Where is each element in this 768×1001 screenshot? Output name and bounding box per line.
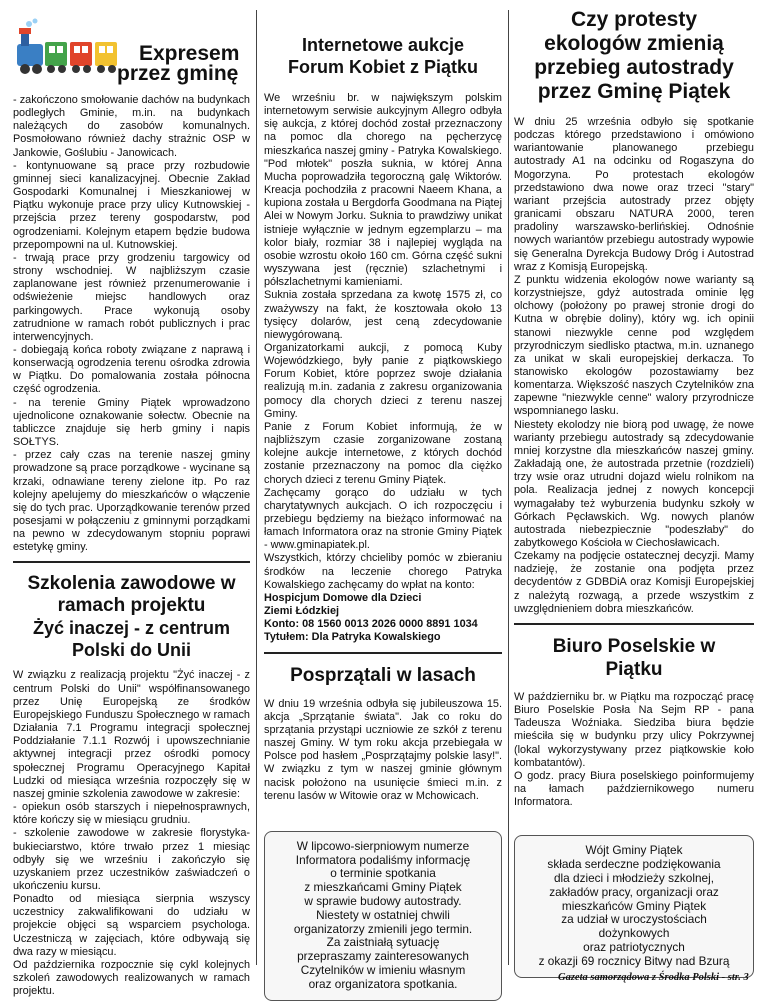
- train-illustration: [15, 18, 123, 80]
- paragraph: - dobiegają końca roboty związane z naprawą i konserwacją ogrodzenia terenu ośrodka zdrowia w Piątku. Do pomalowania została północna część ogrodzenia.: [13, 343, 250, 396]
- paragraph: - opiekun osób starszych i niepełnosprawnych, które kończy się w miesiącu grudniu.: [13, 801, 250, 827]
- masthead-title-line2: przez gminę: [117, 62, 239, 85]
- paragraph: Od października rozpocznie się cykl kolejnych szkoleń zawodowych realizowanych w ramach projektu.: [13, 958, 250, 998]
- column-divider: [508, 10, 509, 965]
- section-divider: [264, 652, 502, 654]
- article-motorway: [514, 116, 754, 616]
- column-1: [13, 8, 250, 998]
- paragraph: - na terenie Gminy Piątek wprowadzono ujednolicone oznakowanie sołectw. Obecnie na tabliczce znajduje się herb gminy i napis SOŁTYS.: [13, 396, 250, 449]
- notice-line: Niestety w ostatniej chwili: [316, 907, 450, 922]
- paragraph: W związku z realizacją projektu "Żyć inaczej - z centrum Polski do Unii" współfinansowanego przez Unię Europejską ze środków Europejskiego Funduszu Społecznego w ramach Działania 7.1 Programu integracji społecznej Poddziałanie 7.1.1 Rozwój i upowszechnianie aktywnej integracji przez ośrodki pomocy społecznej Programu Operacyjnego Kapitał Ludzki od miesiąca września rozpoczęły się w naszej gminie szkolenia zawodowe w zakresie:: [13, 669, 250, 800]
- article-cleanup: [264, 698, 502, 803]
- paragraph: - zakończono smołowanie dachów na budynkach podległych Gminie, m.in. na budynkach należących do zasobów komunalnych. Posmołowano również dachy strażnic OSP w Jankowie, Goślubiu - Janowicach.: [13, 94, 250, 159]
- notice-line: W lipcowo-sierpniowym numerze: [296, 838, 470, 853]
- notice-line: w sprawie budowy autostrady.: [304, 894, 462, 908]
- thanks-line: oraz patriotycznych: [583, 939, 685, 954]
- paragraph: - kontynuowane są prace przy rozbudowie gminnej sieci kanalizacyjnej. Obecnie Zakład Gospodarki Komunalnej i Mieszkaniowej w Piątku wykonuje prace przy ulicy Kutnowskiej - przejścia przez tereny gospodarstw, pod ogrodzeniami. Kolejnym etapem będzie budowa przepompowni na ul. Kutnowskiej.: [13, 159, 250, 251]
- thanks-line: dożynkowych: [598, 926, 670, 941]
- bank-account-line: Konto: 08 1560 0013 2026 0000 8891 1034: [264, 618, 478, 631]
- paragraph: Niestety ekolodzy nie biorą pod uwagę, że nowe warianty przebiegu autostrady są zdecydowanie mniej korzystne dla mieszkańców naszej gminy. Zakładają one, że autostrada przetnie (rozdzieli) trzy wsie oraz utrudni dojazd wielu rolnikom na pola. Realizacja jednej z nowych koncepcji wymagałaby też wyburzenia budynku szkoły w Górkach Pęcławskich. Wg. nowych planów autostrada niebezpiecznie "podeszłaby" do zabytkowego Kościoła w Ciechosławicach.: [514, 418, 754, 549]
- thanks-line: Wójt Gminy Piątek: [585, 843, 683, 858]
- notice-line: organizatorzy zmienili jego termin.: [293, 921, 473, 936]
- thanks-line: dla dzieci i młodzieży szkolnej,: [554, 870, 714, 885]
- heading-cleanup: Posprzątali w lasach: [290, 664, 476, 686]
- thanks-line: składa serdeczne podziękowania: [547, 857, 721, 872]
- notice-line: Informatora podaliśmy informację: [295, 852, 471, 867]
- notice-box: [264, 831, 502, 1001]
- thanks-line: za udział w uroczystościach: [561, 912, 707, 927]
- heading-office: Biuro Poselskie w Piątku: [552, 635, 716, 680]
- column-3: [514, 8, 754, 978]
- article-training: [13, 669, 250, 998]
- bank-account-line: Hospicjum Domowe dla Dzieci: [264, 591, 422, 604]
- notice-line: Za zaistniałą sytuację: [326, 935, 440, 950]
- heading-motorway: Czy protesty ekologów zmienią przebieg autostrady przez Gminę Piątek: [534, 8, 734, 103]
- paragraph: W dniu 25 września odbyło się spotkanie podczas którego przedstawiono i omówiono wariantowanie planowanego przebiegu autostrady A1 na odcinku od Rogaszyna do Mogorzyna. Po protestach ekologów przedstawiono dwa nowe oraz trzeci "stary" wariant przejścia autostrady przez objęty granicami obszaru NATURA 2000, teren pradoliny warszawsko-berlińskiej. Odnośnie nowych wariantów przebiegu autostrady wypowie się Generalna Dyrekcja Budowy Dróg i Autostrad wraz z Komisją Europejską.: [514, 116, 754, 273]
- heading-project: Żyć inaczej - z centrum Polski do Unii: [32, 618, 231, 661]
- thanks-box: [514, 835, 754, 977]
- paragraph: - przez cały czas na terenie naszej gminy prowadzone są prace porządkowe - wycinane są krzaki, odnawiane tereny zielone itp. Po raz kolejny apelujemy do mieszkańców o włączenie się do tych prac. Uporządkowanie terenów przed posesjami w połączeniu z gminnymi porządkami na pewno w zdecydowanym stopniu poprawi estetykę gminy.: [13, 449, 250, 554]
- article-auctions: [264, 92, 502, 645]
- article-office: [514, 691, 754, 809]
- masthead: [13, 8, 250, 88]
- paragraph: Wszystkich, którzy chcieliby pomóc w zbieraniu środków na leczenie chorego Patryka Kowalskiego zachęcamy do wpłat na konto:: [264, 552, 502, 591]
- bank-account-line: Tytułem: Dla Patryka Kowalskiego: [264, 631, 441, 644]
- paragraph: W październiku br. w Piątku ma rozpocząć pracę Biuro Poselskie Posła Na Sejm RP - pana Tadeusza Woźniaka. Siedziba biura będzie mieściła się w budynku przy ulicy Pokrzywnej (lokal wykorzystywany przez piątkowskie koło kombatantów).: [514, 690, 754, 769]
- paragraph: Suknia została sprzedana za kwotę 1575 zł, co zważywszy na fakt, że kosztowała około 13 tysięcy dolarów, jest ceną zdecydowanie niewygórowaną.: [264, 289, 502, 341]
- heading-training: Szkolenia zawodowe w ramach projektu: [27, 573, 236, 617]
- thanks-line: mieszkańców Gminy Piątek: [561, 898, 707, 913]
- article-works: [13, 94, 250, 554]
- paragraph: O godz. pracy Biura poselskiego poinformujemy na łamach październikowego numeru Informatora.: [514, 769, 754, 809]
- masthead-title-line1: Expresem: [139, 42, 240, 65]
- paragraph: Z punktu widzenia ekologów nowe warianty są korzystniejsze, gdyż autostrada ominie lęg olchowy (położony po prawej stronie drogi do Kutna w obrębie doliny), który wg. ich opinii stanowi niezwykle cenne pod względem przyrodniczym siedlisko ptactwa, m.in. uznanego za unikat w skali europejskiej derkacza. To stanowisko ekologów pozostawiamy bez komentarza. Większość naszych Czytelników zna zapewne "niezwykle cenne" walory przyrodnicze wspomnianego lasku.: [514, 273, 754, 418]
- paragraph: W dniu 19 września odbyła się jubileuszowa 15. akcja „Sprzątanie świata". Jak co roku do sprzątania przystąpi uczniowie ze szkół z terenu naszej Gminy. W tym roku akcja przebiegała w Polsce pod hasłem „Posprzątajmy polskie lasy!". W związku z tym w naszej gminie głównym nacisk położono na usunięcie śmieci m.in. z terenu lasów w Witowie oraz w Mchowicach.: [264, 697, 502, 802]
- section-divider: [514, 623, 754, 625]
- notice-line: oraz organizatora spotkania.: [308, 976, 458, 991]
- notice-line: o terminie spotkania: [330, 866, 436, 881]
- paragraph: Organizatorkami aukcji, z pomocą Kuby Wojewódzkiego, były panie z piątkowskiego Forum Kobiet, które poprzez swoje działania realizują m.in. zadania z zakresu organizowania pomocy dla chorych dzieci z terenu naszej Gminy.: [264, 341, 502, 420]
- paragraph: Ponadto od miesiąca sierpnia wszyscy uczestnicy zakwalifikowani do udziału w projekcie objęci są wsparciem psychologa. Uczestniczą w zajęciach, które odbywają się dwa razy w miesiącu.: [13, 893, 250, 958]
- paragraph: Zachęcamy gorąco do udziału w tych charytatywnych aukcjach. O ich rozpoczęciu i przebiegu będziemy na bieżąco informować na łamach Informatora oraz na stronie Gminy Piątek - www.gminapiatek.pl.: [264, 486, 502, 552]
- page-footer: Gazeta samorządowa z Środka Polski - str. 3: [558, 972, 749, 983]
- notice-line: Czytelników w imieniu własnym: [300, 962, 466, 977]
- thanks-line: z okazji 69 rocznicy Bitwy nad Bzurą: [538, 953, 730, 968]
- paragraph: We wrześniu br. w największym polskim internetowym serwisie aukcyjnym Allegro odbyła się aukcja, z której dochód został przeznaczony na pomoc dla chorego na pęcherzycę mieszkańca naszej gminy - Patryka Kowalskiego. "Pod młotek" poszła suknia, w której Anna Mucha poprowadziła tegoroczną galę Wiktorów. Kreacja pochodziła z pracowni Naeem Khana, a kupiona została u Bergdorfa Goodmana na Piątej Alei w Nowym Jorku. Suknia to prawdziwy unikat istnieje wyłącznie w jednym egzemplarzu – ma kolor biały, rozmiar 38 i najlepiej wygląda na osobie wzrostu około 160 cm. Górna część sukni wyszywana jest (ręcznie) szlachetnymi i półszlachetnymi kamieniami.: [264, 92, 502, 289]
- notice-line: z mieszkańcami Gminy Piątek: [304, 880, 462, 895]
- notice-line: przepraszamy zainteresowanych: [297, 949, 469, 964]
- bank-account-line: Ziemi Łódzkiej: [264, 605, 340, 618]
- heading-auctions: Internetowe aukcje Forum Kobiet z Piątku: [287, 35, 478, 77]
- section-divider: [13, 561, 250, 563]
- column-2: [264, 8, 502, 1001]
- paragraph: - szkolenie zawodowe w zakresie florystyka-bukieciarstwo, które trwało przez 1 miesiąc odbyły się we wrześniu i zakończyło się uzyskaniem przez uczestników zaświadczeń o ukończeniu kursu.: [13, 827, 250, 892]
- column-divider: [256, 10, 257, 965]
- paragraph: Panie z Forum Kobiet informują, że w najbliższym czasie zorganizowane zostaną kolejne aukcje internetowe, z których dochód zostanie przeznaczony na pomoc dla ciężko chorych dzieci z terenu Gminy Piątek.: [264, 420, 502, 486]
- thanks-line: zakładów pracy, organizacji oraz: [549, 884, 719, 899]
- paragraph: - trwają prace przy grodzeniu targowicy od strony wschodniej. W najbliższym czasie zaplanowane jest również przenumerowanie i odświeżenie miejsc handlowych oraz parkingowych. Prace wykonują osoby zatrudnione w ramach robót publicznych i prac interwencyjnych.: [13, 251, 250, 343]
- paragraph: Czekamy na podjęcie ostatecznej decyzji. Mamy nadzieję, że zostanie ona podjęta przez decydentów z GDBDiA oraz Komisji Europejskiej z należytą rozwagą, a przede wszystkim z uwzględnieniem dobra mieszkańców.: [514, 550, 754, 615]
